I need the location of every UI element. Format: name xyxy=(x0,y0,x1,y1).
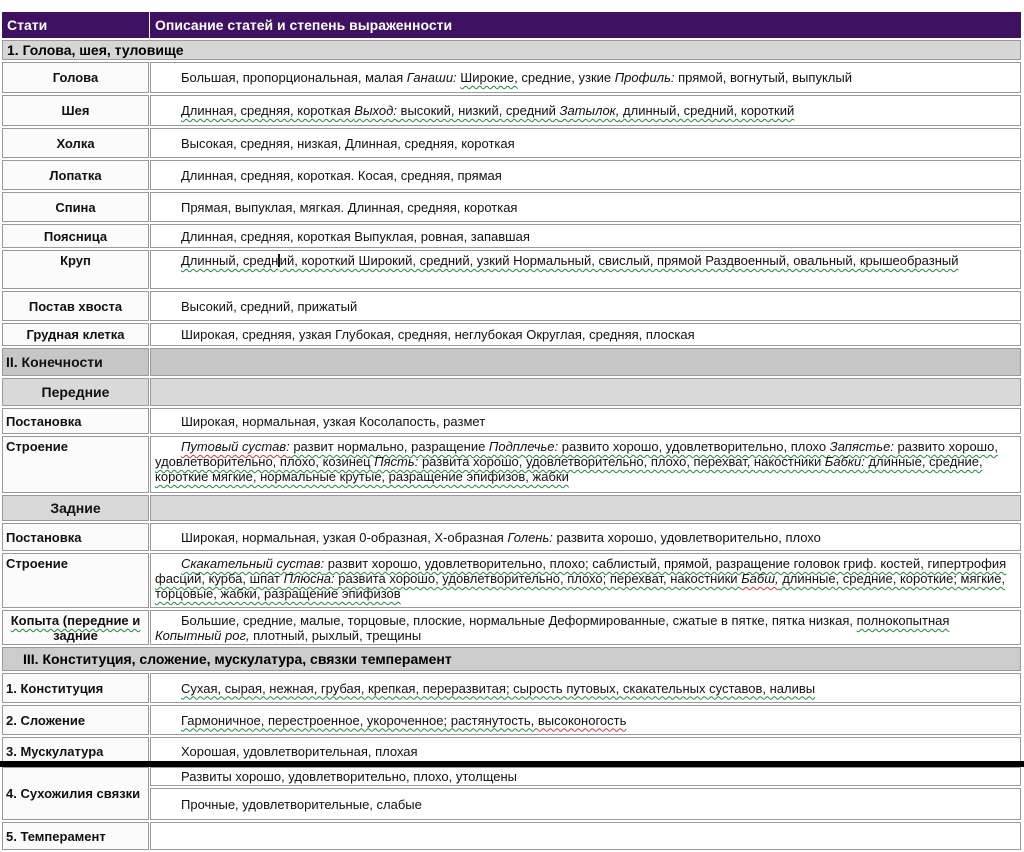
description-text: Высокая, средняя, низкая, Длинная, средняя, короткая xyxy=(181,135,515,151)
description-text: Большие, средние, малые, торцовые, плоские, нормальные Деформированные, сжатые в пятке, пятка низкая, xyxy=(181,613,857,628)
stat-label-text: Поясница xyxy=(43,228,108,244)
term-text: Выход: xyxy=(354,103,397,118)
term-text: Ганаши: xyxy=(406,70,457,85)
description-text: Длинная, средняя, короткая. Косая, средняя, прямая xyxy=(181,167,502,183)
table-row xyxy=(2,553,1021,608)
stat-description xyxy=(150,250,1021,289)
stat-label xyxy=(2,250,149,289)
description-text: длинные, средние, короткие мягкие, нормальные крутые, разращение эпифизов, жабки xyxy=(155,454,983,484)
empty-cell xyxy=(150,495,1021,521)
description-text: развит хорошо, удовлетворительно, плохо; саблистый, прямой, разращение головок гриф. костей, гипертрофия фасций, курба, шпат xyxy=(155,556,1007,586)
stat-label xyxy=(2,767,149,820)
stat-label xyxy=(2,160,149,190)
conformation-table xyxy=(1,10,1022,852)
table-header-row xyxy=(2,12,1021,38)
table-row xyxy=(2,291,1021,321)
stat-label-text: Постановка xyxy=(6,413,82,429)
stat-description xyxy=(150,610,1021,645)
stat-label-text: Холка xyxy=(56,135,95,151)
term-text: Затылок, xyxy=(559,103,620,118)
table-row xyxy=(2,705,1021,735)
description-text: средние, узкие xyxy=(517,70,615,85)
subsection-header: Задние xyxy=(2,495,149,521)
description-text: Гармоничное, перестроенное, укороченное; растянутость, xyxy=(181,712,538,728)
description-text: развито хорошо, удовлетворительно, плохо, козинец xyxy=(155,439,998,469)
table-row xyxy=(2,250,1021,289)
stat-label xyxy=(2,822,149,850)
section-header: II. Конечности xyxy=(2,348,149,376)
stat-label-text: 1. Конституция xyxy=(6,680,104,696)
description-text: прямой, вогнутый, выпуклый xyxy=(674,70,852,85)
stat-description xyxy=(150,767,1021,786)
stat-label-text: Голова xyxy=(52,70,99,85)
description-text: Хорошая, удовлетворительная, плохая xyxy=(181,743,418,759)
table-row xyxy=(2,673,1021,703)
table-row xyxy=(2,767,1021,786)
description-text: полнокопытная xyxy=(856,613,950,628)
stat-label-text: Постановка xyxy=(6,529,82,545)
stat-label-text: 5. Темперамент xyxy=(6,828,106,844)
stat-label xyxy=(2,553,149,608)
description-text: ий, короткий Широкий, средний, узкий Нормальный, свислый, прямой Раздвоенный, овальный, крышеобразный xyxy=(279,253,959,268)
stat-label xyxy=(2,128,149,158)
description-text: рыхлый, трещины xyxy=(308,628,422,643)
column-header-description: Описание статей и степень выраженности xyxy=(150,12,1021,38)
table-row xyxy=(2,160,1021,190)
description-text: развито хорошо, удовлетворительно, плохо xyxy=(558,439,830,454)
table-row xyxy=(2,224,1021,248)
stat-description xyxy=(150,408,1021,434)
table-row xyxy=(2,128,1021,158)
table-row xyxy=(2,62,1021,93)
column-header-stati: Стати xyxy=(2,12,149,38)
term-text: Копытный рог, xyxy=(155,628,250,643)
description-text: Широкие, xyxy=(460,70,518,85)
description-text: Длинный, средн xyxy=(181,253,279,268)
stat-description xyxy=(150,523,1021,551)
term-text: Подплечье: xyxy=(488,439,559,454)
stat-description xyxy=(150,673,1021,703)
stat-label-text: Лопатка xyxy=(49,167,102,183)
table-row xyxy=(2,436,1021,493)
table-row xyxy=(2,378,1021,406)
stat-description xyxy=(150,822,1021,850)
stat-label xyxy=(2,610,149,645)
term-text: Скакательный сустав: xyxy=(181,556,325,571)
description-text: плотный, xyxy=(249,628,309,643)
table-row xyxy=(2,788,1021,820)
stat-description xyxy=(150,553,1021,608)
table-row xyxy=(2,348,1021,376)
stat-label-text: 2. Сложение xyxy=(6,712,86,728)
table-row xyxy=(2,95,1021,126)
description-text: Широкая, нормальная, узкая Косолапость, размет xyxy=(181,413,486,429)
term-text: Профиль: xyxy=(614,70,675,85)
description-text: развита хорошо, удовлетворительно, плохо; перехват, накостники xyxy=(334,571,742,586)
stat-label-text: Круп xyxy=(60,253,91,268)
stat-label xyxy=(2,705,149,735)
description-text: Высокий, средний, прижатый xyxy=(181,298,358,314)
stat-description xyxy=(150,788,1021,820)
description-text: Длинная, средняя, короткая Выпуклая, ровная, запавшая xyxy=(181,228,530,244)
table-row xyxy=(2,323,1021,346)
description-text: Сухая, сырая, нежная, грубая, крепкая, переразвитая; сырость путовых, скакательных суставов, наливы xyxy=(181,680,816,696)
stat-label xyxy=(2,192,149,222)
term-text: Голень: xyxy=(507,529,553,545)
stat-label xyxy=(2,323,149,346)
description-text: развит нормально, разращение xyxy=(289,439,489,454)
term-text: Пясть: xyxy=(374,454,419,469)
stat-description xyxy=(150,95,1021,126)
stat-description xyxy=(150,436,1021,493)
stat-description xyxy=(150,160,1021,190)
stat-label xyxy=(2,224,149,248)
description-text: Большая, пропорциональная, малая xyxy=(181,70,407,85)
table-row xyxy=(2,40,1021,60)
stat-label-text: Строение xyxy=(6,556,68,571)
description-text: развита хорошо, удовлетворительно, плохо, перехват, накостники xyxy=(418,454,825,469)
description-text: высокий, низкий, средний xyxy=(396,103,560,118)
table-row xyxy=(2,192,1021,222)
stat-label xyxy=(2,408,149,434)
table-row xyxy=(2,610,1021,645)
description-text: Длинная, средняя, короткая xyxy=(181,103,355,118)
empty-cell xyxy=(150,348,1021,376)
stat-description xyxy=(150,323,1021,346)
stat-label-text: 4. Сухожилия связки xyxy=(6,786,141,801)
table-row xyxy=(2,408,1021,434)
term-text: Путовый сустав: xyxy=(181,439,290,454)
stat-label xyxy=(2,95,149,126)
empty-cell xyxy=(150,378,1021,406)
bottom-black-bar xyxy=(0,761,1024,767)
description-text: Прямая, выпуклая, мягкая. Длинная, средняя, короткая xyxy=(181,199,518,215)
description-text: развита хорошо, удовлетворительно, плохо xyxy=(552,529,821,545)
stat-label-text: Шея xyxy=(61,103,90,118)
stat-label xyxy=(2,291,149,321)
stat-description xyxy=(150,705,1021,735)
description-text: Широкая, нормальная, узкая 0-образная, Х-образная xyxy=(181,529,508,545)
table-row xyxy=(2,647,1021,671)
description-text: длинный, средний, короткий xyxy=(619,103,795,118)
term-text: Бабки: xyxy=(824,454,865,469)
description-text: длинные, средние, короткие; мягкие, торцовые, жабки, разращение эпифизов xyxy=(155,571,1006,601)
description-text: Развиты хорошо, удовлетворительно, плохо, утолщены xyxy=(181,769,518,784)
stat-label-text: 3. Мускулатура xyxy=(6,743,104,759)
stat-label xyxy=(2,436,149,493)
stat-description xyxy=(150,224,1021,248)
description-text: Прочные, удовлетворительные, слабые xyxy=(181,796,422,812)
table-row xyxy=(2,523,1021,551)
section-header: III. Конституция, сложение, мускулатура, связки темперамент xyxy=(2,647,1021,671)
stat-description xyxy=(150,128,1021,158)
stat-label xyxy=(2,673,149,703)
stat-description xyxy=(150,291,1021,321)
stat-description xyxy=(150,192,1021,222)
stat-label-text: Грудная клетка xyxy=(26,327,125,342)
stat-label-text: Строение xyxy=(6,439,68,454)
term-text: Бабш, xyxy=(741,571,779,586)
description-text: высоконогость xyxy=(537,712,627,728)
subsection-header: Передние xyxy=(2,378,149,406)
stat-label xyxy=(2,62,149,93)
stat-label-text: Постав хвоста xyxy=(28,298,123,314)
table-row xyxy=(2,495,1021,521)
stat-label-text: Копыта (передние и задние xyxy=(10,613,141,643)
stat-label xyxy=(2,523,149,551)
term-text: Запястье: xyxy=(829,439,894,454)
description-text: Широкая, средняя, узкая Глубокая, средняя, неглубокая Округлая, средняя, плоская xyxy=(181,327,695,342)
table-row xyxy=(2,822,1021,850)
term-text: Плюсна: xyxy=(283,571,335,586)
section-header: 1. Голова, шея, туловище xyxy=(2,40,1021,60)
stat-label-text: Спина xyxy=(55,199,96,215)
stat-description xyxy=(150,62,1021,93)
